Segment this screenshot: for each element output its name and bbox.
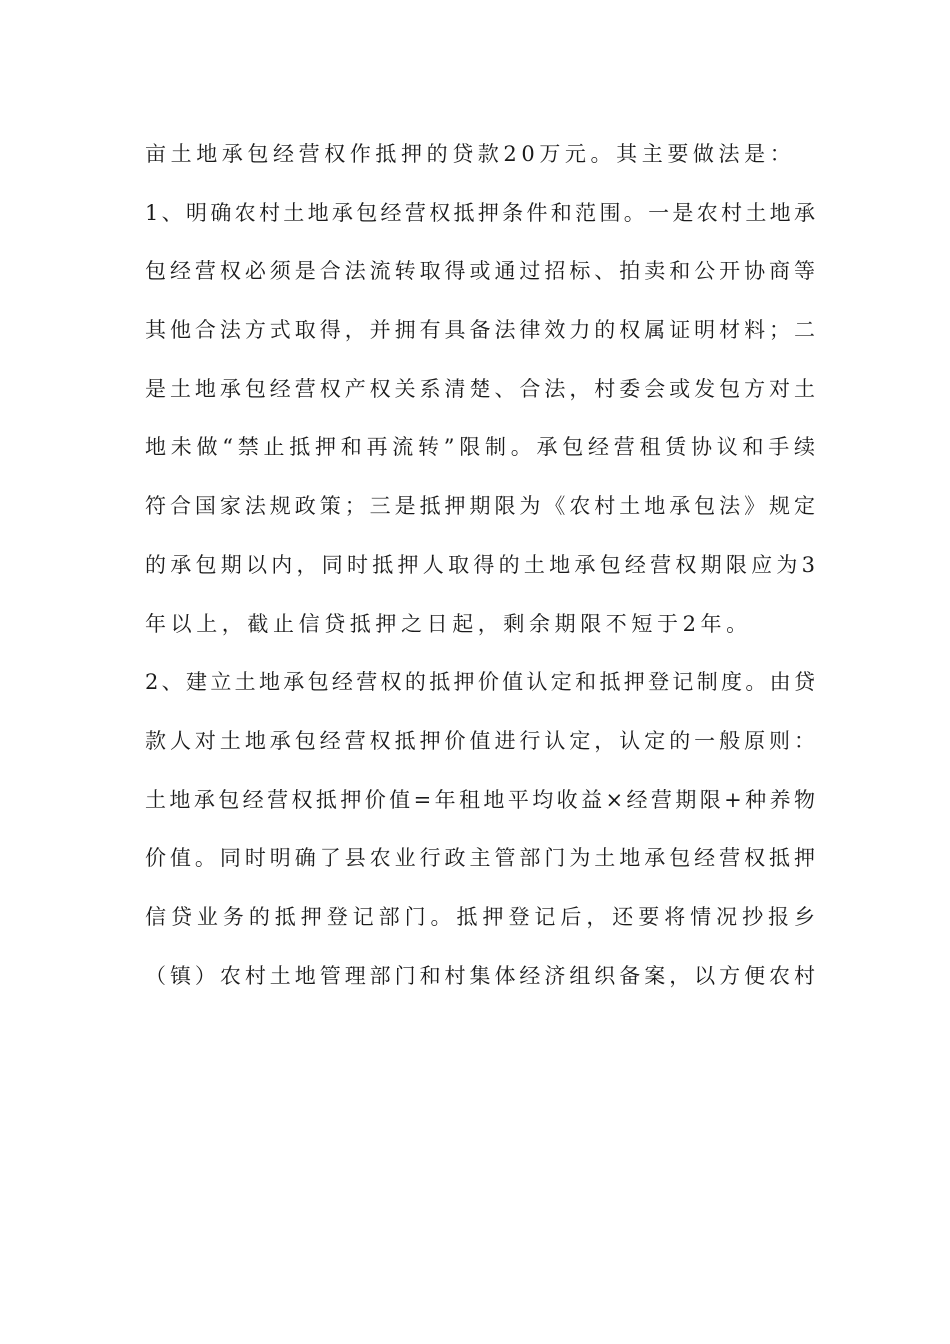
text-line: 价值。同时明确了县农业行政主管部门为土地承包经营权抵押	[145, 846, 815, 871]
text-line: 是土地承包经营权产权关系清楚、合法，村委会或发包方对土	[145, 376, 815, 401]
text-line: 包经营权必须是合法流转取得或通过招标、拍卖和公开协商等	[145, 259, 815, 284]
text-line: （镇）农村土地管理部门和村集体经济组织备案，以方便农村	[145, 963, 815, 988]
text-line: 的承包期以内，同时抵押人取得的土地承包经营权期限应为3	[145, 552, 815, 577]
text-line: 符合国家法规政策；三是抵押期限为《农村土地承包法》规定	[145, 494, 815, 519]
text-line: 地未做“禁止抵押和再流转”限制。承包经营租赁协议和手续	[145, 435, 815, 460]
text-line: 年以上，截止信贷抵押之日起，剩余期限不短于2年。	[145, 611, 752, 636]
text-line: 亩土地承包经营权作抵押的贷款20万元。其主要做法是：	[145, 142, 796, 166]
body-text	[145, 132, 815, 1012]
text-line: 1、明确农村土地承包经营权抵押条件和范围。一是农村土地承	[145, 200, 815, 225]
text-line: 2、建立土地承包经营权的抵押价值认定和抵押登记制度。由贷	[145, 670, 815, 695]
text-line: 土地承包经营权抵押价值=年租地平均收益×经营期限+种养物	[145, 787, 815, 812]
text-line: 其他合法方式取得，并拥有具备法律效力的权属证明材料；二	[145, 318, 815, 343]
text-line: 信贷业务的抵押登记部门。抵押登记后，还要将情况抄报乡	[145, 904, 815, 929]
text-line: 款人对土地承包经营权抵押价值进行认定，认定的一般原则：	[145, 728, 815, 753]
